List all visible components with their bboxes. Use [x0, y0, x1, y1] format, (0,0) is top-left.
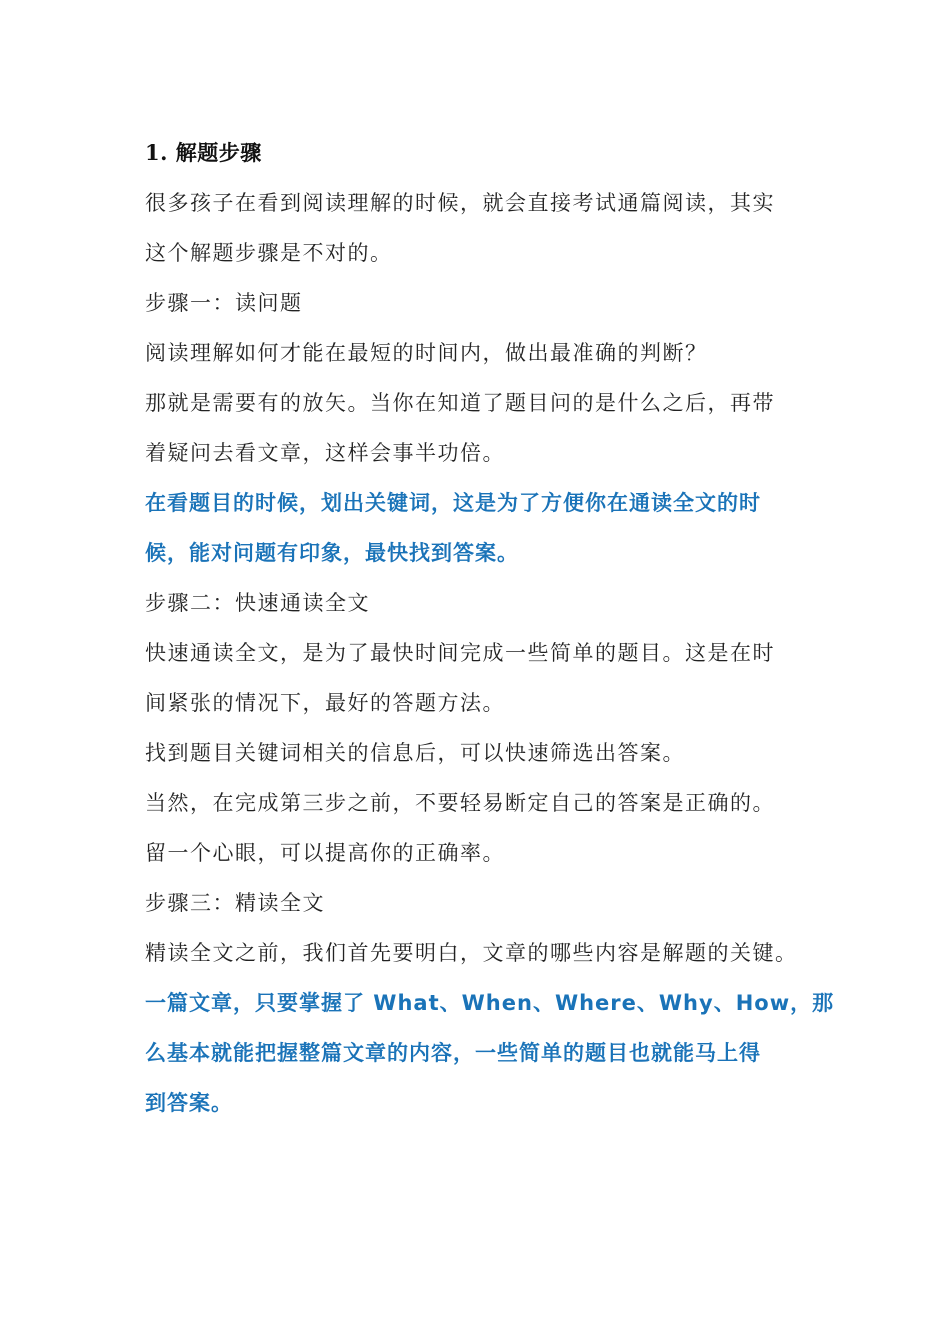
paragraph-line: 精读全文之前，我们首先要明白，文章的哪些内容是解题的关键。	[145, 941, 798, 965]
step-one-title: 步骤一：读问题	[145, 291, 303, 315]
paragraph-line: 找到题目关键词相关的信息后，可以快速筛选出答案。	[145, 741, 685, 765]
paragraph-line: 那就是需要有的放矢。当你在知道了题目问的是什么之后，再带	[145, 391, 775, 415]
paragraph-line: 间紧张的情况下，最好的答题方法。	[145, 691, 505, 715]
section-heading: 1. 解题步骤	[145, 140, 262, 165]
document-body	[145, 128, 835, 1128]
paragraph-line: 当然，在完成第三步之前，不要轻易断定自己的答案是正确的。	[145, 791, 775, 815]
paragraph-line: 很多孩子在看到阅读理解的时候，就会直接考试通篇阅读，其实	[145, 191, 775, 215]
highlight-line: 在看题目的时候，划出关键词，这是为了方便你在通读全文的时	[145, 491, 761, 515]
highlight-line: 一篇文章，只要掌握了 What、When、Where、Why、How，那	[145, 991, 835, 1015]
highlight-line: 么基本就能把握整篇文章的内容，一些简单的题目也就能马上得	[145, 1041, 761, 1065]
paragraph-line: 快速通读全文，是为了最快时间完成一些简单的题目。这是在时	[145, 641, 775, 665]
paragraph-line: 阅读理解如何才能在最短的时间内，做出最准确的判断？	[145, 341, 708, 365]
step-two-title: 步骤二：快速通读全文	[145, 591, 370, 615]
paragraph-line: 留一个心眼，可以提高你的正确率。	[145, 841, 505, 865]
step-three-title: 步骤三：精读全文	[145, 891, 325, 915]
paragraph-line: 着疑问去看文章，这样会事半功倍。	[145, 441, 505, 465]
highlight-line: 候，能对问题有印象，最快找到答案。	[145, 541, 519, 565]
paragraph-line: 这个解题步骤是不对的。	[145, 241, 393, 265]
highlight-line: 到答案。	[145, 1091, 233, 1115]
